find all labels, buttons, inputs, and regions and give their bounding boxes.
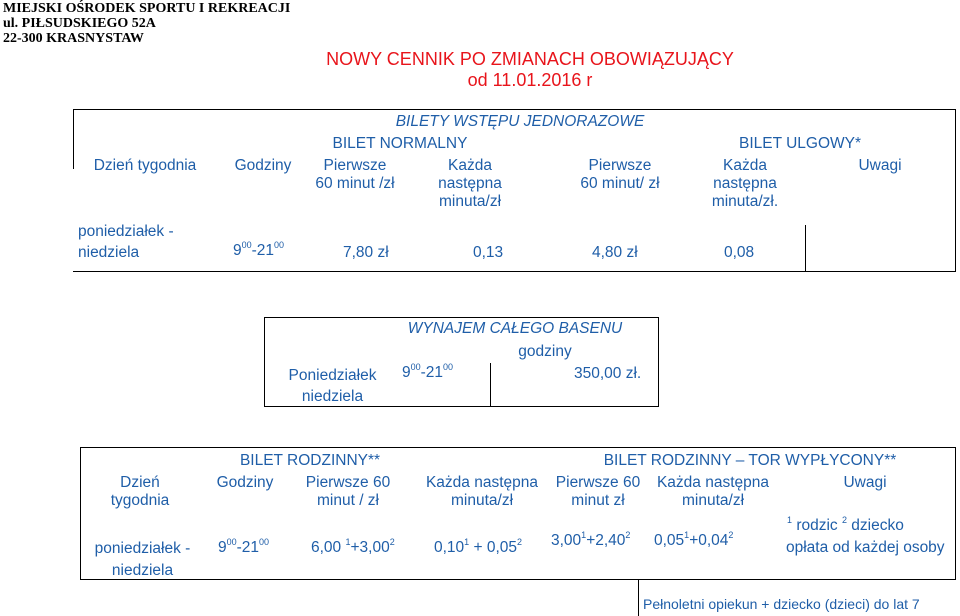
page-title: NOWY CENNIK PO ZMIANACH OBOWIĄZUJĄCY	[326, 49, 734, 69]
table3-footer-note: Pełnoletni opiekun + dziecko (dzieci) do lat 7	[643, 596, 920, 612]
table1-row-day: poniedziałek - niedziela	[78, 223, 174, 261]
table1-reduced-group: BILET ULGOWY*	[738, 135, 862, 152]
table3-row-first60: 6,00 $^1+3,00^2$	[311, 537, 395, 556]
table1-row-each: 0,13	[473, 244, 504, 261]
table1-row-first60-reduced: 4,80 zł	[592, 244, 638, 261]
table1-normal-group: BILET NORMALNY	[332, 135, 468, 152]
table2-day: Poniedziałek niedziela	[288, 367, 377, 405]
table1-col-notes: Uwagi	[858, 157, 902, 174]
org-address: ul. PIŁSUDSKIEGO 52A	[3, 16, 156, 31]
table1-title: BILETY WSTĘPU JEDNORAZOWE	[395, 113, 645, 130]
table2-title: WYNAJEM CAŁEGO BASENU	[407, 320, 623, 337]
table3-group1: BILET RODZINNY**	[239, 452, 381, 469]
table1-col-each: Każda następna minuta/zł	[438, 157, 502, 210]
table1-row-each-reduced: 0,08	[724, 244, 755, 261]
table1-col-each-reduced: Każda następna minuta/zł.	[711, 157, 779, 210]
table3-col-notes: Uwagi	[843, 474, 887, 491]
org-city: 22-300 KRASNYSTAW	[3, 31, 144, 46]
table3-row-notes-fee: opłata od każdej osoby	[786, 539, 945, 556]
table3-row-first60-b: $3,00^1+2,40^2$	[551, 530, 631, 549]
table1-col-day: Dzień tygodnia	[93, 157, 197, 174]
table3-col-first60: Pierwsze 60 minut / zł	[305, 474, 391, 509]
table1-row-hours: $9^{00}-21^{00}$	[233, 240, 285, 259]
table3-col-day: Dzień tygodnia	[110, 474, 170, 509]
table1-col-hours: Godziny	[234, 157, 292, 174]
table3-col-each-b: Każda następna minuta/zł	[656, 474, 770, 509]
table3-col-hours: Godziny	[216, 474, 274, 491]
table3-row-day: poniedziałek - niedziela	[94, 540, 191, 579]
table2-price: 350,00 zł.	[574, 365, 642, 382]
table3-col-each: Każda następna minuta/zł	[425, 474, 539, 509]
table3-col-first60-b: Pierwsze 60 minut zł	[555, 474, 641, 509]
org-name: MIEJSKI OŚRODEK SPORTU I REKREACJI	[3, 1, 291, 16]
table3-group2: BILET RODZINNY – TOR WYPŁYCONY**	[603, 452, 897, 469]
table2-col-hours: godziny	[518, 343, 572, 360]
table3-row-notes-persons: $^1$ rodzic $^2$ dziecko	[787, 515, 904, 534]
table3-row-each: $0,10^1 + 0,05^2$	[434, 537, 523, 556]
table3-row-each-b: $0,05^1+0,04^2$	[654, 530, 734, 549]
table1-row-first60: 7,80 zł	[343, 244, 389, 261]
table1-col-first60-reduced: Pierwsze 60 minut/ zł	[580, 157, 660, 192]
table1-col-first60: Pierwsze 60 minut /zł	[315, 157, 395, 192]
table2-hours: $9^{00}-21^{00}$	[402, 362, 454, 381]
page-subtitle: od 11.01.2016 r	[467, 70, 593, 90]
table3-row-hours: $9^{00}-21^{00}$	[218, 537, 270, 556]
